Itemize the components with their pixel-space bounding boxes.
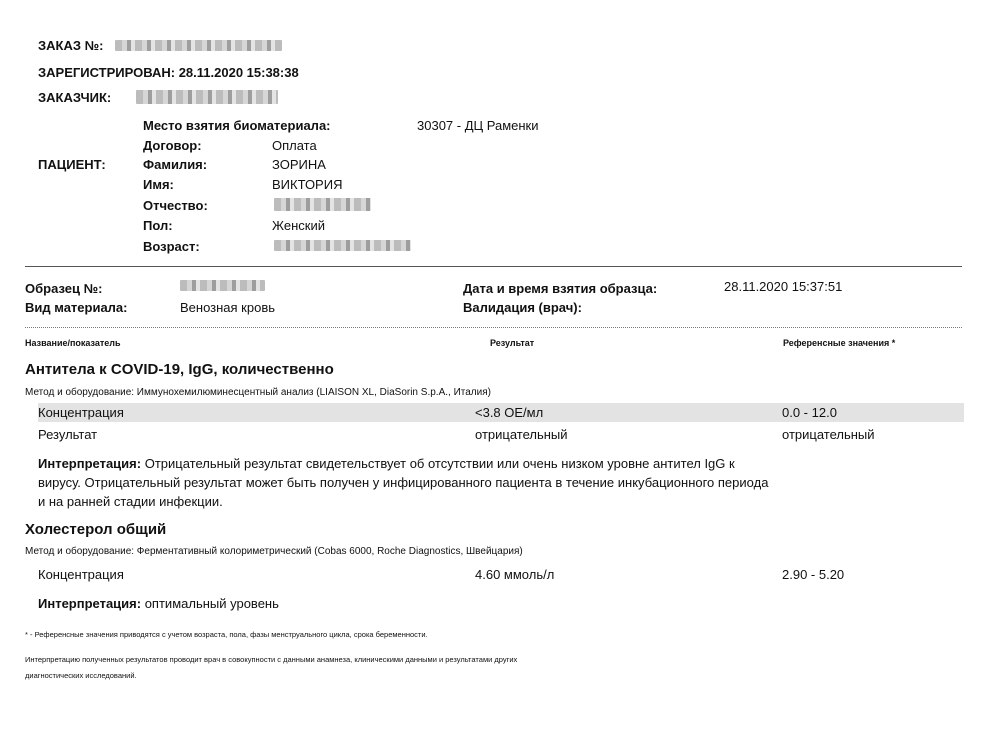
footnote-interpretation: диагностических исследований. — [25, 671, 137, 680]
age-redacted — [274, 240, 411, 251]
sample-datetime-label: Дата и время взятия образца: — [463, 281, 658, 296]
name-label: Имя: — [143, 177, 174, 192]
patient-label: ПАЦИЕНТ: — [38, 157, 106, 172]
interpretation-text: Отрицательный результат свидетельствует об отсутствии или очень низком уровне антител IgG к — [141, 456, 735, 471]
registered-line — [38, 65, 299, 80]
patronymic-redacted — [274, 198, 371, 211]
order-number-redacted — [115, 40, 282, 51]
customer-redacted — [136, 90, 278, 104]
registered-value: 28.11.2020 15:38:38 — [178, 65, 299, 80]
sex-value: Женский — [272, 218, 325, 233]
place-value: 30307 - ДЦ Раменки — [417, 118, 539, 133]
patronymic-label: Отчество: — [143, 198, 208, 213]
registered-label: ЗАРЕГИСТРИРОВАН: — [38, 65, 176, 80]
table-row-result: 4.60 ммоль/л — [475, 567, 555, 582]
footnote-reference: * - Референсные значения приводятся с учетом возраста, пола, фазы менструального цикла, срока беременности. — [25, 630, 428, 639]
surname-value: ЗОРИНА — [272, 157, 326, 172]
material-value: Венозная кровь — [180, 300, 276, 315]
test-title: Антитела к COVID-19, IgG, количественно — [25, 361, 334, 378]
table-row-name: Концентрация — [38, 405, 124, 420]
customer-label: ЗАКАЗЧИК: — [38, 90, 112, 105]
interpretation-line — [38, 596, 279, 611]
interpretation-label: Интерпретация: — [38, 596, 142, 611]
table-row-reference: 0.0 - 12.0 — [782, 405, 837, 420]
test-title: Холестерол общий — [25, 521, 167, 538]
table-row-reference: отрицательный — [782, 427, 875, 442]
sex-label: Пол: — [143, 218, 173, 233]
interpretation-line — [38, 456, 735, 471]
table-row-name: Концентрация — [38, 567, 124, 582]
sample-number-label: Образец №: — [25, 281, 103, 296]
age-label: Возраст: — [143, 239, 200, 254]
name-value: ВИКТОРИЯ — [272, 177, 343, 192]
test-method: Метод и оборудование: Ферментативный колориметрический (Cobas 6000, Roche Diagnostics, Швейцария) — [25, 546, 523, 557]
surname-label: Фамилия: — [143, 157, 208, 172]
interpretation-line: и на ранней стадии инфекции. — [38, 494, 223, 509]
interpretation-label: Интерпретация: — [38, 456, 142, 471]
interpretation-line: вирусу. Отрицательный результат может быть получен у инфицированного пациента в течение инкубационного периода — [38, 475, 769, 490]
table-row-result: <3.8 ОЕ/мл — [475, 405, 544, 420]
dotted-divider — [25, 327, 962, 328]
validation-label: Валидация (врач): — [463, 300, 582, 315]
column-header-result: Результат — [490, 338, 535, 348]
table-row-result: отрицательный — [475, 427, 568, 442]
order-number-label: ЗАКАЗ №: — [38, 38, 104, 53]
material-label: Вид материала: — [25, 300, 128, 315]
contract-label: Договор: — [143, 138, 202, 153]
test-method: Метод и оборудование: Иммунохемилюминесцентный анализ (LIAISON XL, DiaSorin S.p.A., Италия) — [25, 387, 491, 398]
table-row-reference: 2.90 - 5.20 — [782, 567, 845, 582]
contract-value: Оплата — [272, 138, 317, 153]
place-label: Место взятия биоматериала: — [143, 118, 331, 133]
table-row-name: Результат — [38, 427, 98, 442]
column-header-name: Название/показатель — [25, 338, 121, 348]
sample-number-redacted — [180, 280, 265, 291]
interpretation-text: оптимальный уровень — [141, 596, 279, 611]
footnote-interpretation: Интерпретацию полученных результатов проводит врач в совокупности с данными анамнеза, клиническими данными и результатами других — [25, 655, 518, 664]
sample-datetime-value: 28.11.2020 15:37:51 — [724, 279, 843, 294]
section-divider — [25, 266, 962, 267]
column-header-reference: Референсные значения * — [783, 338, 896, 348]
